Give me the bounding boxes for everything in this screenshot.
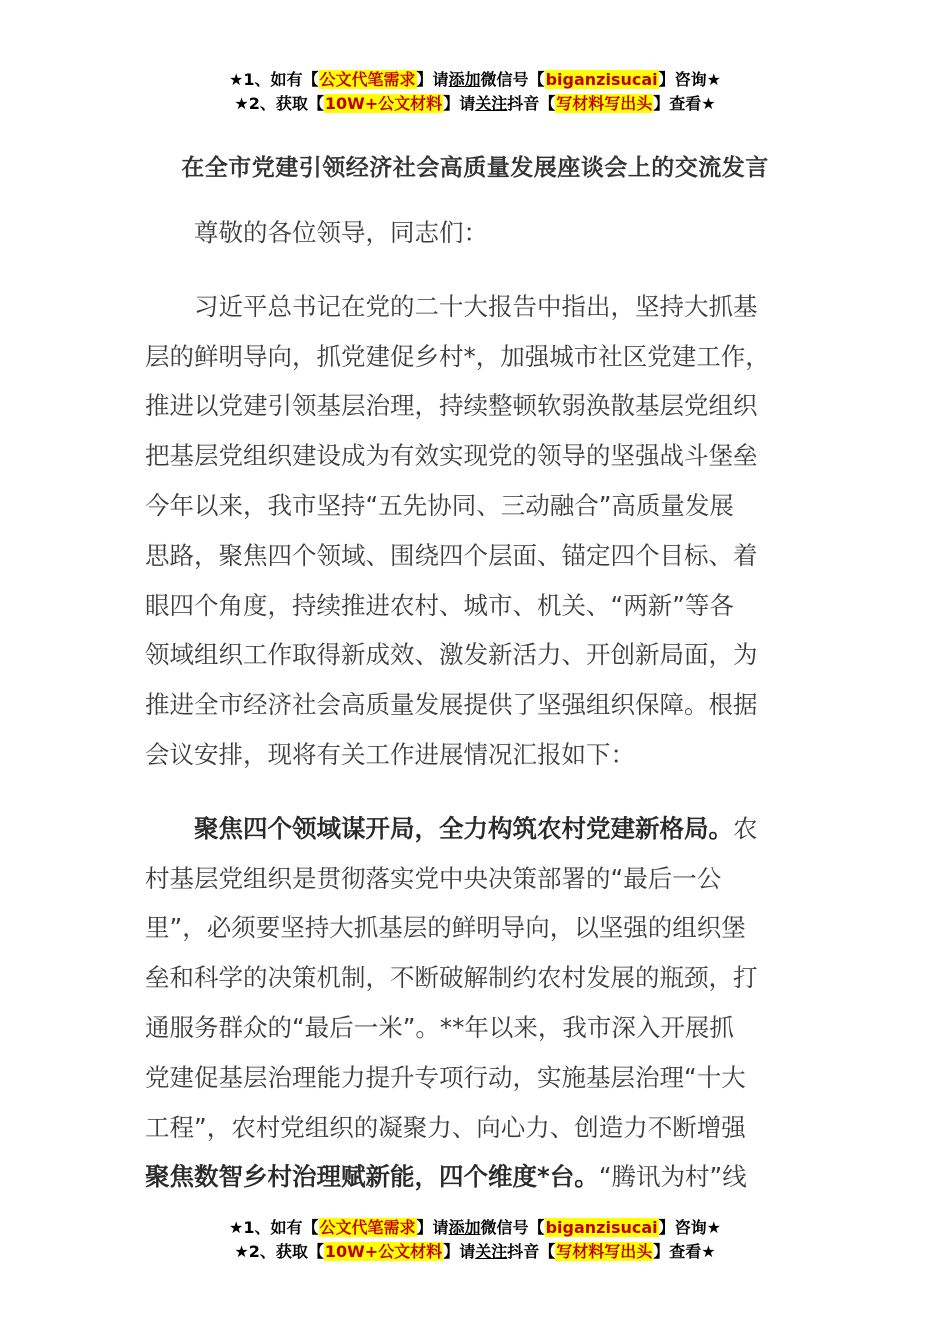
paragraph-line: 今年以来，我市坚持“五先协同、三动融合”高质量发展: [145, 490, 734, 520]
banner-highlight: 10W+公文材料: [324, 1242, 443, 1261]
banner-text: 】请: [416, 1218, 449, 1237]
banner-text: 】请: [443, 1242, 476, 1261]
banner-underline: 关注: [475, 1242, 508, 1261]
paragraph-line: 里”，必须要坚持大抓基层的鲜明导向，以坚强的组织堡: [145, 913, 746, 943]
paragraph-line: 通服务群众的“最后一米”。**年以来，我市深入开展抓: [145, 1012, 734, 1042]
document-body: [145, 208, 810, 1202]
banner-line-1: [0, 68, 950, 92]
banner-text: 微信号【: [480, 70, 545, 89]
paragraph-line: 思路，聚焦四个领域、围绕四个层面、锚定四个目标、着: [145, 540, 758, 570]
paragraph-line: 工程”，农村党组织的凝聚力、向心力、创造力不断增强: [145, 1112, 746, 1142]
paragraph-text: 农: [733, 813, 758, 843]
banner-text: ★2、获取【: [234, 1242, 324, 1261]
banner-text: 】咨询★: [658, 1218, 721, 1237]
banner-text: ★1、如有【: [229, 1218, 319, 1237]
paragraph-line: [145, 804, 810, 854]
paragraph-line: 习近平总书记在党的二十大报告中指出，坚持大抓基: [194, 291, 758, 321]
paragraph-text: “腾讯为村”线: [598, 1162, 747, 1192]
section-heading: 聚焦四个领域谋开局，全力构筑农村党建新格局。: [194, 813, 733, 843]
paragraph-line: 党建促基层治理能力提升专项行动，实施基层治理“十大: [145, 1062, 746, 1092]
paragraph-line: 把基层党组织建设成为有效实现党的领导的坚强战斗堡垒: [145, 441, 758, 471]
header-banner: [0, 68, 950, 116]
paragraph-1: [145, 282, 810, 780]
banner-highlight: biganzisucai: [545, 1218, 658, 1237]
banner-text: 】请: [416, 70, 449, 89]
banner-text: 】请: [443, 94, 476, 113]
banner-highlight: 10W+公文材料: [324, 94, 443, 113]
paragraph-line: 推进以党建引领基层治理，持续整顿软弱涣散基层党组织: [145, 391, 758, 421]
banner-text: 抖音【: [507, 1242, 556, 1261]
paragraph-line: 村基层党组织是贯彻落实党中央决策部署的“最后一公: [145, 863, 722, 893]
banner-text: 】查看★: [653, 94, 716, 113]
banner-highlight: biganzisucai: [545, 70, 658, 89]
banner-text: 微信号【: [480, 1218, 545, 1237]
banner-highlight: 公文代笔需求: [319, 1218, 416, 1237]
document-title: 在全市党建引领经济社会高质量发展座谈会上的交流发言: [181, 155, 769, 181]
footer-banner: [0, 1216, 950, 1264]
banner-line-2: [0, 1240, 950, 1264]
banner-highlight: 写材料写出头: [556, 94, 653, 113]
salutation: 尊敬的各位领导，同志们：: [194, 218, 488, 247]
banner-text: ★2、获取【: [234, 94, 324, 113]
paragraph-line: 会议安排，现将有关工作进展情况汇报如下：: [145, 739, 635, 769]
banner-underline: 添加: [448, 1218, 481, 1237]
banner-text: 】咨询★: [658, 70, 721, 89]
paragraph-line: [145, 1152, 810, 1202]
section-heading: 聚焦数智乡村治理赋新能，四个维度*台。: [145, 1162, 599, 1192]
banner-text: ★1、如有【: [229, 70, 319, 89]
banner-line-1: [0, 1216, 950, 1240]
banner-text: 抖音【: [507, 94, 556, 113]
paragraph-line: 领域组织工作取得新成效、激发新活力、开创新局面，为: [145, 640, 758, 670]
paragraph-line: 层的鲜明导向，抓党建促乡村*，加强城市社区党建工作，: [145, 341, 770, 371]
banner-text: 】查看★: [653, 1242, 716, 1261]
banner-highlight: 写材料写出头: [556, 1242, 653, 1261]
banner-highlight: 公文代笔需求: [319, 70, 416, 89]
banner-line-2: [0, 92, 950, 116]
banner-underline: 关注: [475, 94, 508, 113]
paragraph-line: 推进全市经济社会高质量发展提供了坚强组织保障。根据: [145, 690, 758, 720]
banner-underline: 添加: [448, 70, 481, 89]
paragraph-line: 垒和科学的决策机制，不断破解制约农村发展的瓶颈，打: [145, 963, 758, 993]
paragraph-line: 眼四个角度，持续推进农村、城市、机关、“两新”等各: [145, 590, 734, 620]
paragraph-2: [145, 804, 810, 1202]
